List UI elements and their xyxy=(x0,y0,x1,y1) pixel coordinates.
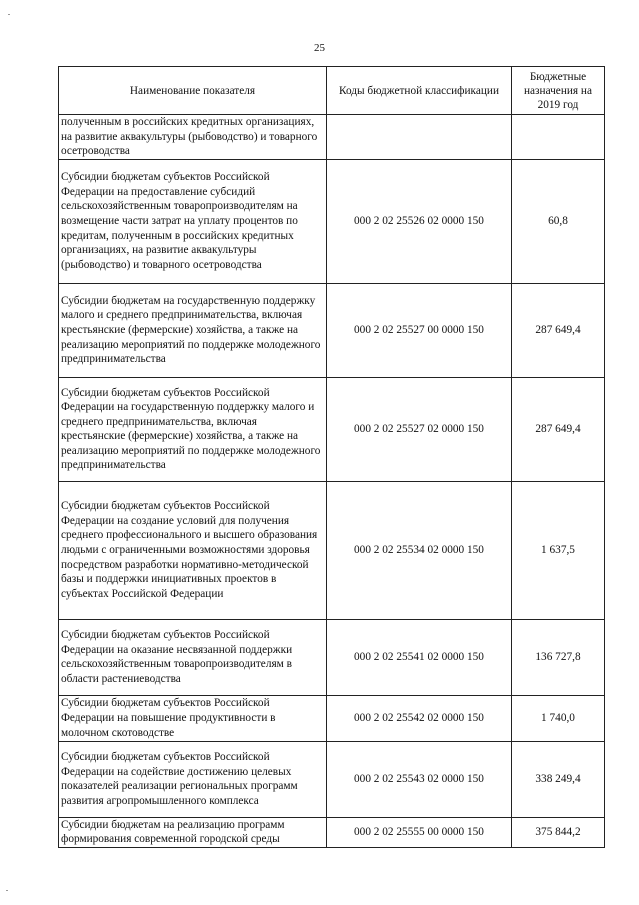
table-body xyxy=(59,115,605,848)
row-amount: 287 649,4 xyxy=(512,377,605,481)
table-header xyxy=(59,67,605,115)
row-amount: 375 844,2 xyxy=(512,817,605,847)
row-name: Субсидии бюджетам субъектов Российской Федерации на предоставление субсидий сельскохозяйственным товаропроизводителям на возмещение части затрат на уплату процентов по кредитам, полученным в российских кредитных организациях, на развитие аквакультуры (рыбоводство) и товарного осетроводства xyxy=(59,159,327,283)
header-code: Коды бюджетной классификации xyxy=(327,67,512,115)
scan-speck xyxy=(6,890,8,891)
row-code xyxy=(327,115,512,160)
row-name: полученным в российских кредитных организациях, на развитие аквакультуры (рыбоводство) и товарного осетроводства xyxy=(59,115,327,160)
row-code: 000 2 02 25541 02 0000 150 xyxy=(327,619,512,695)
row-amount xyxy=(512,115,605,160)
header-row xyxy=(59,67,605,115)
header-name: Наименование показателя xyxy=(59,67,327,115)
table-row xyxy=(59,377,605,481)
scan-speck xyxy=(8,14,10,15)
row-name: Субсидии бюджетам субъектов Российской Федерации на оказание несвязанной поддержки сельскохозяйственным товаропроизводителям в области растениеводства xyxy=(59,619,327,695)
row-code: 000 2 02 25527 00 0000 150 xyxy=(327,283,512,377)
table-row xyxy=(59,481,605,619)
table-row xyxy=(59,115,605,160)
row-name: Субсидии бюджетам на реализацию программ формирования современной городской среды xyxy=(59,817,327,847)
row-name: Субсидии бюджетам субъектов Российской Федерации на государственную поддержку малого и среднего предпринимательства, включая крестьянские (фермерские) хозяйства, а также на реализацию мероприятий по поддержке молодежного предпринимательства xyxy=(59,377,327,481)
row-amount: 1 740,0 xyxy=(512,695,605,741)
table-row xyxy=(59,283,605,377)
row-amount: 1 637,5 xyxy=(512,481,605,619)
row-amount: 338 249,4 xyxy=(512,741,605,817)
table-row xyxy=(59,741,605,817)
row-code: 000 2 02 25555 00 0000 150 xyxy=(327,817,512,847)
row-code: 000 2 02 25527 02 0000 150 xyxy=(327,377,512,481)
row-code: 000 2 02 25534 02 0000 150 xyxy=(327,481,512,619)
row-amount: 60,8 xyxy=(512,159,605,283)
budget-table xyxy=(58,66,605,848)
table-row xyxy=(59,619,605,695)
page-number: 25 xyxy=(314,42,325,54)
row-code: 000 2 02 25543 02 0000 150 xyxy=(327,741,512,817)
row-name: Субсидии бюджетам субъектов Российской Федерации на повышение продуктивности в молочном скотоводстве xyxy=(59,695,327,741)
table-row xyxy=(59,695,605,741)
header-amount: Бюджетные назначения на 2019 год xyxy=(512,67,605,115)
table-row xyxy=(59,159,605,283)
row-amount: 287 649,4 xyxy=(512,283,605,377)
row-code: 000 2 02 25542 02 0000 150 xyxy=(327,695,512,741)
row-name: Субсидии бюджетам на государственную поддержку малого и среднего предпринимательства, включая крестьянские (фермерские) хозяйства, а также на реализацию мероприятий по поддержке молодежного предпринимательства xyxy=(59,283,327,377)
row-name: Субсидии бюджетам субъектов Российской Федерации на создание условий для получения среднего профессионального и высшего образования людьми с ограниченными возможностями здоровья посредством разработки нормативно-методической базы и поддержки инициативных проектов в субъектах Российской Федерации xyxy=(59,481,327,619)
row-name: Субсидии бюджетам субъектов Российской Федерации на содействие достижению целевых показателей реализации региональных программ развития агропромышленного комплекса xyxy=(59,741,327,817)
row-amount: 136 727,8 xyxy=(512,619,605,695)
row-code: 000 2 02 25526 02 0000 150 xyxy=(327,159,512,283)
table-row xyxy=(59,817,605,847)
